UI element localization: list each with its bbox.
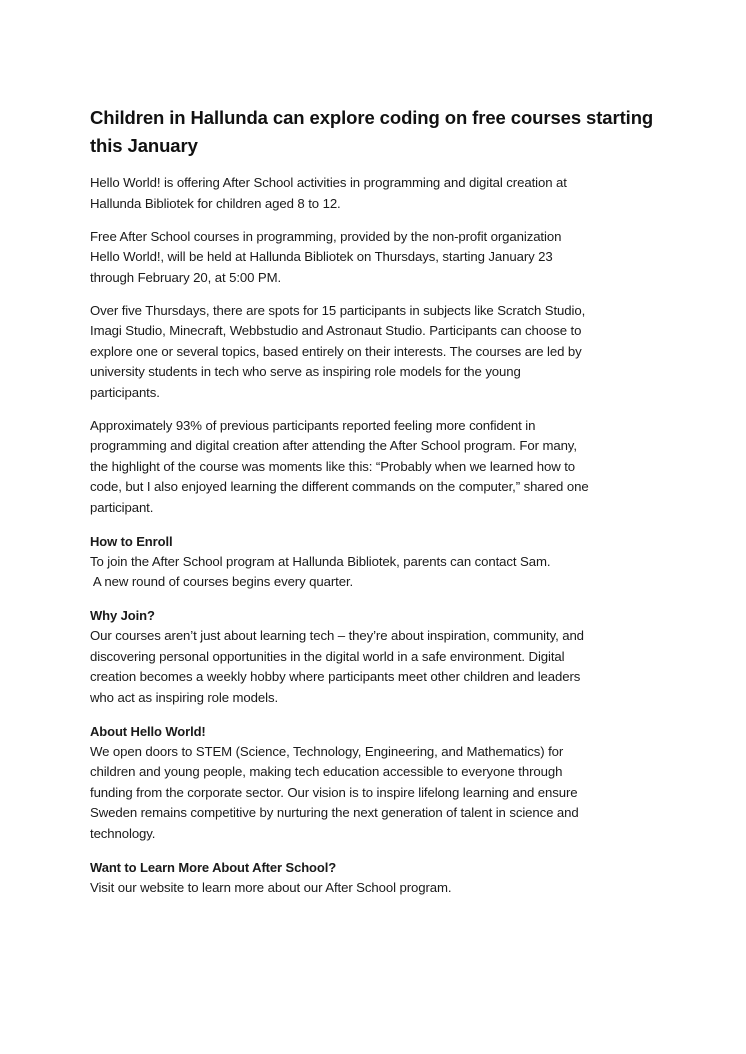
- paragraph-line: explore one or several topics, based entirely on their interests. The courses are led by: [90, 343, 582, 359]
- paragraph-line: programming and digital creation after attending the After School program. For many,: [90, 438, 577, 453]
- paragraph-line: university students in tech who serve as inspiring role models for the young: [90, 364, 521, 379]
- paragraph-line: participant.: [90, 499, 154, 515]
- paragraph-line: code, but I also enjoyed learning the different commands on the computer,” shared one: [90, 479, 589, 494]
- title-line: Children in Hallunda can explore coding on free courses starting: [90, 107, 654, 128]
- paragraph-line: technology.: [90, 825, 156, 841]
- section-heading: About Hello World!: [90, 723, 206, 739]
- paragraph-line: Imagi Studio, Minecraft, Webbstudio and Astronaut Studio. Participants can choose to: [90, 323, 582, 338]
- schedule-paragraph: [90, 227, 660, 289]
- paragraph-line: Hello World!, will be held at Hallunda Bibliotek on Thursdays, starting January 23: [90, 249, 553, 264]
- paragraph-line: through February 20, at 5:00 PM.: [90, 269, 282, 285]
- paragraph-line: the highlight of the course was moments like this: “Probably when we learned how to: [90, 458, 576, 474]
- paragraph-line: Visit our website to learn more about our After School program.: [90, 879, 452, 895]
- paragraph-line: funding from the corporate sector. Our vision is to inspire lifelong learning and ensure: [90, 784, 578, 800]
- paragraph-line: Hello World! is offering After School activities in programming and digital creation at: [90, 175, 567, 190]
- section-how-to-enroll: [90, 531, 660, 593]
- paragraph-line: We open doors to STEM (Science, Technology, Engineering, and Mathematics) for: [90, 743, 564, 759]
- section-why-join: [90, 605, 660, 708]
- paragraph-line: A new round of courses begins every quarter.: [90, 574, 354, 589]
- article-title: [90, 104, 660, 160]
- paragraph-line: children and young people, making tech education accessible to everyone through: [90, 764, 563, 779]
- intro-paragraph: [90, 173, 660, 214]
- results-paragraph: [90, 416, 660, 519]
- paragraph-line: creation becomes a weekly hobby where participants meet other children and leaders: [90, 669, 581, 684]
- paragraph-line: who act as inspiring role models.: [90, 689, 279, 705]
- section-heading: Why Join?: [90, 608, 155, 623]
- paragraph-line: participants.: [90, 384, 160, 400]
- paragraph-line: Hallunda Bibliotek for children aged 8 to 12.: [90, 195, 341, 211]
- title-line: this January: [90, 135, 198, 156]
- paragraph-line: discovering personal opportunities in the digital world in a safe environment. Digital: [90, 648, 565, 664]
- section-heading: Want to Learn More About After School?: [90, 859, 337, 875]
- paragraph-line: Our courses aren’t just about learning tech – they’re about inspiration, community, and: [90, 628, 584, 643]
- subjects-paragraph: [90, 301, 660, 404]
- paragraph-line: Approximately 93% of previous participants reported feeling more confident in: [90, 417, 536, 433]
- paragraph-line: To join the After School program at Hallunda Bibliotek, parents can contact Sam.: [90, 553, 551, 569]
- paragraph-line: Free After School courses in programming, provided by the non-profit organization: [90, 228, 562, 244]
- paragraph-line: Sweden remains competitive by nurturing the next generation of talent in science and: [90, 805, 579, 820]
- section-learn-more: [90, 857, 660, 899]
- section-about-hello-world: [90, 721, 660, 845]
- section-heading: How to Enroll: [90, 533, 173, 549]
- document-page: [90, 104, 660, 911]
- paragraph-line: Over five Thursdays, there are spots for 15 participants in subjects like Scratch Studio,: [90, 302, 586, 318]
